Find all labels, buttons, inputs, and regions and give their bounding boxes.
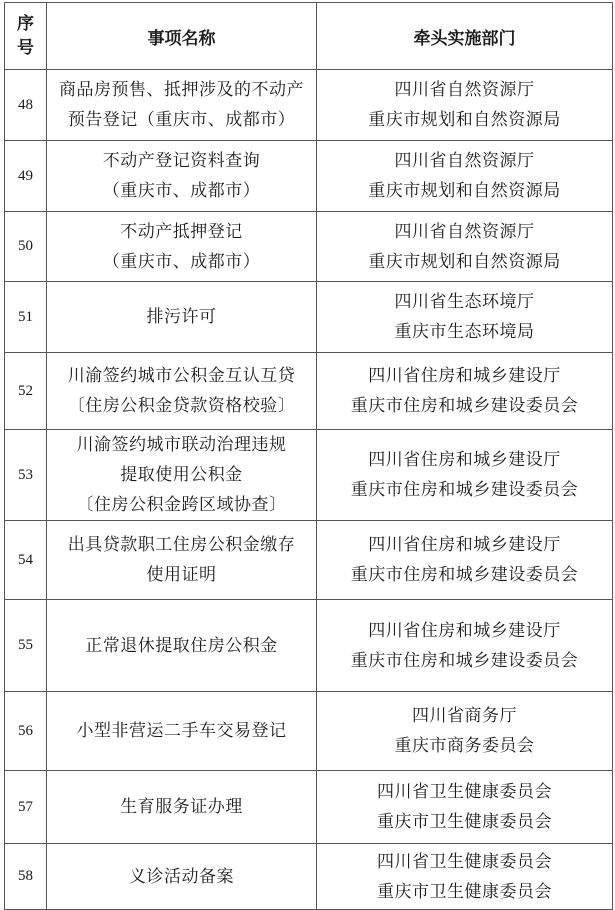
item-name-line: 不动产登记资料查询 [102,151,261,171]
department-cell [317,771,613,844]
table-row [5,771,613,844]
item-name-line: 正常退休提取住房公积金 [85,635,278,656]
item-name-line: 使用证明 [146,565,217,585]
department-line: 四川省住房和城乡建设厅 [368,450,561,470]
item-name-line: 〔住房公积金贷款资格校验〕 [67,396,296,416]
row-number: 58 [5,844,47,910]
row-number: 55 [5,600,47,692]
row-number: 48 [5,70,47,141]
table-row [5,600,613,692]
item-name-line: 川渝签约城市公积金互认互贷 [67,366,296,386]
department-line: 四川省自然资源厅 [394,221,535,242]
item-name-line: 川渝签约城市联动治理违规 [76,435,287,455]
table-row [5,521,613,600]
header-department: 牵头实施部门 [317,3,613,70]
item-name-cell [47,282,317,353]
table-row [5,430,613,521]
item-name-line: 〔住房公积金跨区域协查〕 [76,495,287,515]
item-name-cell [47,141,317,212]
item-name-line: 提取使用公积金 [120,465,243,485]
row-number: 50 [5,212,47,282]
row-number: 57 [5,771,47,844]
item-name-cell [47,600,317,692]
department-line: 四川省商务厅 [412,706,517,726]
item-name-line: 排污许可 [146,307,217,327]
department-cell [317,282,613,353]
table-row [5,844,613,910]
department-line: 重庆市卫生健康委员会 [377,812,552,832]
department-line: 重庆市规划和自然资源局 [368,181,561,201]
row-number: 52 [5,353,47,430]
department-line: 重庆市住房和城乡建设委员会 [350,650,579,671]
item-name-cell [47,521,317,600]
department-line: 重庆市规划和自然资源局 [368,110,561,130]
header-number-line2: 号 [17,38,34,58]
department-line: 四川省住房和城乡建设厅 [368,366,561,386]
item-name-line: 不动产抵押登记 [120,221,243,242]
department-cell [317,692,613,771]
department-cell [317,844,613,910]
item-name-line: （重庆市、成都市） [102,181,261,201]
table-header-row [5,3,613,70]
item-name-cell [47,844,317,910]
item-name-cell [47,692,317,771]
item-name-line: （重庆市、成都市） [102,251,261,272]
item-name-cell [47,430,317,521]
department-line: 四川省住房和城乡建设厅 [368,620,561,641]
department-line: 重庆市住房和城乡建设委员会 [350,480,579,500]
department-cell [317,141,613,212]
row-number: 54 [5,521,47,600]
item-name-line: 出具贷款职工住房公积金缴存 [67,535,296,555]
department-line: 重庆市生态环境局 [394,322,535,342]
table-row [5,70,613,141]
table-row [5,692,613,771]
row-number: 56 [5,692,47,771]
department-cell [317,212,613,282]
department-line: 四川省自然资源厅 [394,151,535,171]
department-line: 四川省卫生健康委员会 [377,851,552,872]
item-name-line: 预告登记（重庆市、成都市） [67,110,296,130]
department-line: 重庆市住房和城乡建设委员会 [350,565,579,585]
department-line: 四川省自然资源厅 [394,80,535,100]
department-line: 重庆市商务委员会 [394,736,535,756]
table-row [5,212,613,282]
department-line: 四川省生态环境厅 [394,292,535,312]
department-line: 重庆市住房和城乡建设委员会 [350,396,579,416]
department-cell [317,430,613,521]
row-number: 49 [5,141,47,212]
header-item-name: 事项名称 [47,3,317,70]
item-name-cell [47,212,317,282]
item-name-line: 小型非营运二手车交易登记 [76,721,287,741]
item-name-line: 商品房预售、抵押涉及的不动产 [59,80,304,100]
table-row [5,353,613,430]
department-line: 重庆市卫生健康委员会 [377,881,552,902]
item-name-line: 生育服务证办理 [120,797,243,817]
item-name-cell [47,353,317,430]
department-line: 重庆市规划和自然资源局 [368,251,561,272]
header-number-line1: 序 [17,14,34,34]
department-cell [317,353,613,430]
item-name-cell [47,70,317,141]
row-number: 53 [5,430,47,521]
department-cell [317,70,613,141]
department-line: 四川省住房和城乡建设厅 [368,535,561,555]
department-cell [317,521,613,600]
table-row [5,282,613,353]
row-number: 51 [5,282,47,353]
item-name-cell [47,771,317,844]
item-name-line: 义诊活动备案 [129,866,234,887]
header-number [5,3,47,70]
table-row [5,141,613,212]
department-cell [317,600,613,692]
items-table [4,2,613,910]
department-line: 四川省卫生健康委员会 [377,782,552,802]
